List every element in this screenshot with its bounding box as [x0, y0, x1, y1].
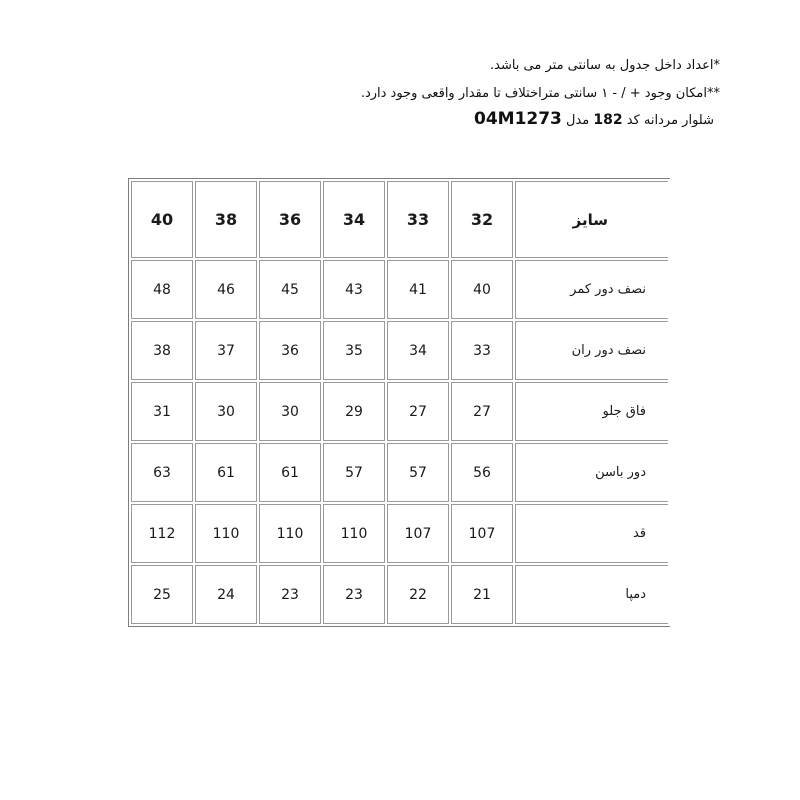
table-cell: 27 [451, 382, 513, 441]
row-label: نصف دور کمر [515, 260, 668, 319]
table-cell: 23 [259, 565, 321, 624]
size-header-cell: 33 [387, 181, 449, 258]
table-cell: 112 [131, 504, 193, 563]
table-cell: 43 [323, 260, 385, 319]
table-cell: 57 [323, 443, 385, 502]
table-cell: 34 [387, 321, 449, 380]
table-row [131, 260, 668, 319]
table-cell: 56 [451, 443, 513, 502]
table-cell: 41 [387, 260, 449, 319]
table-row [131, 565, 668, 624]
size-table [128, 178, 670, 627]
table-cell: 31 [131, 382, 193, 441]
product-prefix: شلوار مردانه کد [626, 113, 714, 128]
note-tolerance: **امکان وجود + / - ۱ سانتی متراختلاف تا مقدار واقعی وجود دارد. [360, 86, 720, 101]
table-cell: 37 [195, 321, 257, 380]
table-cell: 30 [259, 382, 321, 441]
table-cell: 24 [195, 565, 257, 624]
table-cell: 107 [451, 504, 513, 563]
table-cell: 21 [451, 565, 513, 624]
table-cell: 46 [195, 260, 257, 319]
table-cell: 63 [131, 443, 193, 502]
table-cell: 110 [323, 504, 385, 563]
table-cell: 48 [131, 260, 193, 319]
table-cell: 22 [387, 565, 449, 624]
size-header-label: سایز [515, 181, 668, 258]
table-cell: 61 [195, 443, 257, 502]
table-row [131, 382, 668, 441]
row-label: فاق جلو [515, 382, 668, 441]
size-header-cell: 38 [195, 181, 257, 258]
product-code: 04M1273 [474, 109, 562, 129]
size-header-cell: 40 [131, 181, 193, 258]
size-header-cell: 34 [323, 181, 385, 258]
table-cell: 57 [387, 443, 449, 502]
row-label: دمپا [515, 565, 668, 624]
table-cell: 29 [323, 382, 385, 441]
table-cell: 35 [323, 321, 385, 380]
row-label: نصف دور ران [515, 321, 668, 380]
table-cell: 45 [259, 260, 321, 319]
product-title [474, 108, 714, 132]
table-row [131, 443, 668, 502]
table-cell: 110 [195, 504, 257, 563]
size-header-row [131, 181, 668, 258]
note-units: *اعداد داخل جدول به سانتی متر می باشد. [490, 58, 720, 73]
table-row [131, 504, 668, 563]
table-cell: 38 [131, 321, 193, 380]
table-cell: 61 [259, 443, 321, 502]
row-label: دور باسن [515, 443, 668, 502]
table-cell: 25 [131, 565, 193, 624]
table-cell: 107 [387, 504, 449, 563]
size-header-cell: 36 [259, 181, 321, 258]
product-number: 182 [593, 112, 623, 128]
row-label: قد [515, 504, 668, 563]
table-cell: 23 [323, 565, 385, 624]
table-cell: 30 [195, 382, 257, 441]
table-cell: 36 [259, 321, 321, 380]
product-model-word: مدل [566, 113, 590, 128]
table-cell: 33 [451, 321, 513, 380]
table-cell: 110 [259, 504, 321, 563]
table-cell: 27 [387, 382, 449, 441]
table-row [131, 321, 668, 380]
table-cell: 40 [451, 260, 513, 319]
size-header-cell: 32 [451, 181, 513, 258]
